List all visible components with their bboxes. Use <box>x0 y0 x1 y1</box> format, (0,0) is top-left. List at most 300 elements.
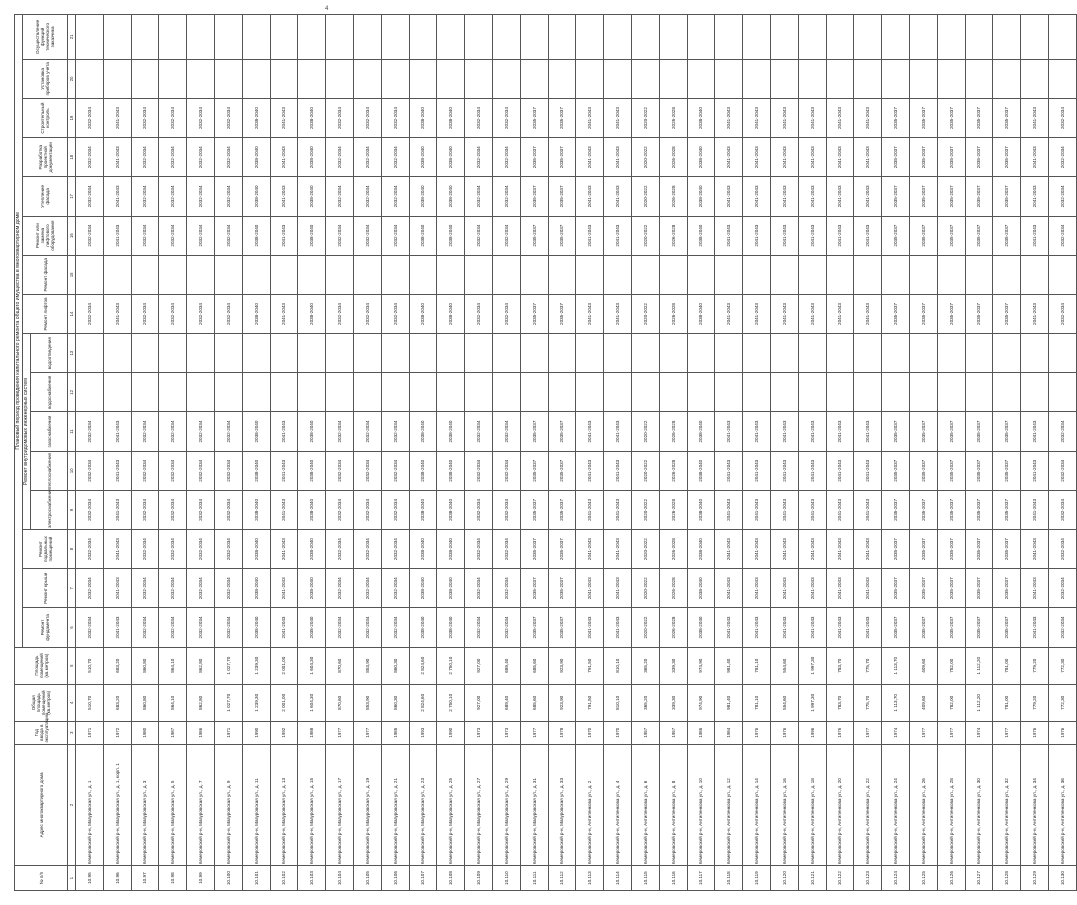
row-period <box>465 15 493 60</box>
header-number: № п/п <box>15 866 68 891</box>
table-row <box>548 15 576 891</box>
row-number: 10.129 <box>1021 866 1049 891</box>
table-row <box>353 15 381 891</box>
row-total-area: 772,30 <box>1048 684 1076 721</box>
row-period <box>798 255 826 294</box>
row-number: 10.102 <box>270 866 298 891</box>
row-period: 2032-2034 <box>353 98 381 137</box>
row-period: 2032-2034 <box>159 294 187 333</box>
row-period: 2041-2043 <box>604 138 632 177</box>
row-address: Кемеровский р-н, Мазуровская ул., д. 23 <box>409 744 437 866</box>
row-period: 2035-2037 <box>937 216 965 255</box>
row-period: 2038-2040 <box>298 177 326 216</box>
row-period: 2041-2043 <box>798 294 826 333</box>
row-period <box>187 59 215 98</box>
row-total-area: 860,30 <box>381 684 409 721</box>
row-year: 1974 <box>965 721 993 744</box>
row-period: 2041-2043 <box>854 138 882 177</box>
row-period: 2032-2034 <box>465 177 493 216</box>
header-technical-customer: Осуществление функций технического заказчика <box>23 15 68 60</box>
row-area: 862,80 <box>187 647 215 684</box>
row-period <box>1048 334 1076 373</box>
row-year: 1977 <box>909 721 937 744</box>
row-period: 2041-2043 <box>798 412 826 451</box>
row-period: 2035-2037 <box>993 177 1021 216</box>
row-number: 10.98 <box>159 866 187 891</box>
row-number: 10.96 <box>103 866 131 891</box>
row-period: 2035-2037 <box>882 608 910 647</box>
row-area: 365,20 <box>631 647 659 684</box>
row-period: 2038-2040 <box>687 490 715 529</box>
row-period: 2032-2034 <box>492 490 520 529</box>
row-total-area: 981,40 <box>715 684 743 721</box>
row-period: 2041-2043 <box>854 608 882 647</box>
row-period <box>743 15 771 60</box>
header-lifts: Ремонт лифтов <box>23 294 68 333</box>
row-period <box>576 373 604 412</box>
row-period <box>631 59 659 98</box>
row-period: 2041-2043 <box>576 216 604 255</box>
row-period <box>576 15 604 60</box>
row-period <box>76 255 104 294</box>
row-period: 2020-2022 <box>631 490 659 529</box>
row-period: 2032-2034 <box>381 177 409 216</box>
row-period: 2038-2040 <box>409 451 437 490</box>
row-period: 2038-2040 <box>409 294 437 333</box>
row-year: 1957 <box>631 721 659 744</box>
row-period <box>214 373 242 412</box>
row-period <box>270 15 298 60</box>
row-area: 510,70 <box>76 647 104 684</box>
row-period <box>826 255 854 294</box>
row-period <box>159 255 187 294</box>
row-period <box>242 334 270 373</box>
row-area: 1 113,70 <box>882 647 910 684</box>
row-period: 2032-2034 <box>159 412 187 451</box>
row-address: Кемеровский р-н, Мазуровская ул., д. 31 <box>520 744 548 866</box>
row-period <box>242 373 270 412</box>
row-period: 2020-2022 <box>631 608 659 647</box>
row-period: 2041-2043 <box>604 569 632 608</box>
row-period: 2041-2043 <box>715 569 743 608</box>
row-period <box>381 373 409 412</box>
table-row <box>743 15 771 891</box>
row-period: 2035-2037 <box>548 451 576 490</box>
row-period: 2038-2040 <box>437 490 465 529</box>
row-period <box>715 255 743 294</box>
row-period <box>103 15 131 60</box>
row-year: 1977 <box>520 721 548 744</box>
row-period: 2032-2034 <box>381 530 409 569</box>
row-period: 2041-2043 <box>103 530 131 569</box>
repair-schedule-table <box>14 14 1077 891</box>
row-period <box>826 373 854 412</box>
row-total-area: 2 824,60 <box>409 684 437 721</box>
row-period: 2032-2034 <box>187 608 215 647</box>
row-period: 2041-2043 <box>826 569 854 608</box>
row-period <box>131 15 159 60</box>
row-period: 2041-2043 <box>743 138 771 177</box>
row-period: 2032-2034 <box>187 569 215 608</box>
row-period <box>298 59 326 98</box>
table-row <box>909 15 937 891</box>
column-number: 5 <box>68 647 76 684</box>
row-period: 2041-2043 <box>1021 138 1049 177</box>
row-period <box>937 255 965 294</box>
header-total-area: Общая площадь помещений (кв.метров) <box>15 684 68 721</box>
row-period: 2041-2043 <box>604 490 632 529</box>
table-row <box>76 15 104 891</box>
row-period: 2041-2043 <box>270 138 298 177</box>
row-period: 2041-2043 <box>715 451 743 490</box>
row-period <box>1048 59 1076 98</box>
row-period <box>993 255 1021 294</box>
row-period: 2038-2040 <box>437 177 465 216</box>
row-period: 2041-2043 <box>715 177 743 216</box>
row-number: 10.120 <box>770 866 798 891</box>
row-address: Кемеровский р-н, Мазуровская ул., д. 5 <box>159 744 187 866</box>
row-period: 2032-2034 <box>214 216 242 255</box>
row-period: 2041-2043 <box>743 451 771 490</box>
row-period <box>576 255 604 294</box>
row-area: 685,60 <box>520 647 548 684</box>
row-period: 2041-2043 <box>576 569 604 608</box>
row-period <box>576 59 604 98</box>
row-period <box>298 373 326 412</box>
row-address: Кемеровский р-н, Мазуровская ул., д. 17 <box>326 744 354 866</box>
row-period: 2041-2043 <box>798 490 826 529</box>
row-period: 2032-2034 <box>131 98 159 137</box>
row-period <box>854 373 882 412</box>
row-period: 2038-2040 <box>687 412 715 451</box>
row-period <box>909 334 937 373</box>
row-period: 2041-2043 <box>770 530 798 569</box>
column-number: 14 <box>68 294 76 333</box>
row-period <box>548 373 576 412</box>
row-period <box>520 334 548 373</box>
column-number: 9 <box>68 490 76 529</box>
header-year: Год ввода в эксплуатацию <box>15 721 68 744</box>
row-period: 2026-2028 <box>659 490 687 529</box>
row-period <box>604 15 632 60</box>
row-period: 2038-2040 <box>687 138 715 177</box>
row-area: 981,40 <box>715 647 743 684</box>
row-number: 10.122 <box>826 866 854 891</box>
row-address: Кемеровский р-н, Мазуровская ул., д. 1 <box>76 744 104 866</box>
row-area: 689,40 <box>492 647 520 684</box>
row-area: 339,30 <box>659 647 687 684</box>
row-period: 2032-2034 <box>1048 608 1076 647</box>
column-number: 8 <box>68 530 76 569</box>
row-year: 1976 <box>1021 721 1049 744</box>
row-number: 10.112 <box>548 866 576 891</box>
row-period <box>937 334 965 373</box>
row-period <box>993 15 1021 60</box>
row-period <box>270 334 298 373</box>
header-area: Площадь помещений (кв.метров) <box>15 647 68 684</box>
row-period: 2035-2037 <box>993 412 1021 451</box>
row-period <box>937 373 965 412</box>
row-period: 2035-2037 <box>965 98 993 137</box>
row-period <box>631 15 659 60</box>
row-period: 2032-2034 <box>326 138 354 177</box>
row-period: 2041-2043 <box>743 216 771 255</box>
row-period: 2032-2034 <box>214 608 242 647</box>
row-number: 10.104 <box>326 866 354 891</box>
row-period: 2026-2028 <box>659 412 687 451</box>
row-period: 2041-2043 <box>1021 608 1049 647</box>
table-row <box>854 15 882 891</box>
row-period: 2041-2043 <box>1021 530 1049 569</box>
row-year: 1976 <box>826 721 854 744</box>
row-year: 1974 <box>882 721 910 744</box>
column-number: 3 <box>68 721 76 744</box>
row-period: 2026-2028 <box>659 569 687 608</box>
row-period <box>465 255 493 294</box>
row-period: 2038-2040 <box>437 216 465 255</box>
row-period: 2041-2043 <box>770 569 798 608</box>
row-period: 2038-2040 <box>298 451 326 490</box>
row-period <box>854 255 882 294</box>
row-period: 2020-2022 <box>631 569 659 608</box>
row-period: 2032-2034 <box>187 177 215 216</box>
header-roof: Ремонт крыши <box>23 569 68 608</box>
row-period: 2038-2040 <box>242 138 270 177</box>
row-period <box>743 334 771 373</box>
row-period: 2041-2043 <box>1021 490 1049 529</box>
row-period: 2041-2043 <box>826 98 854 137</box>
row-period: 2038-2040 <box>409 177 437 216</box>
row-period: 2032-2034 <box>326 490 354 529</box>
row-period <box>965 373 993 412</box>
row-period: 2041-2043 <box>103 451 131 490</box>
row-period: 2035-2037 <box>993 294 1021 333</box>
row-total-area: 860,80 <box>131 684 159 721</box>
row-period: 2038-2040 <box>242 569 270 608</box>
column-number: 16 <box>68 216 76 255</box>
row-period <box>770 15 798 60</box>
row-period: 2038-2040 <box>687 569 715 608</box>
page-marker: 4 <box>325 6 329 12</box>
row-period <box>492 255 520 294</box>
row-period: 2035-2037 <box>520 608 548 647</box>
row-period: 2038-2040 <box>437 608 465 647</box>
row-period: 2035-2037 <box>965 412 993 451</box>
rotated-sheet <box>14 14 1065 891</box>
row-address: Кемеровский р-н, Мазуровская ул., д. 3 <box>131 744 159 866</box>
row-period: 2032-2034 <box>76 569 104 608</box>
row-period: 2032-2034 <box>381 138 409 177</box>
row-period: 2038-2040 <box>242 608 270 647</box>
row-period: 2035-2037 <box>937 138 965 177</box>
row-address: Кемеровский р-н, Антипенкова ул., д. 4 <box>604 744 632 866</box>
row-address: Кемеровский р-н, Антипенкова ул., д. 22 <box>854 744 882 866</box>
row-period <box>159 59 187 98</box>
row-period: 2032-2034 <box>326 177 354 216</box>
row-period <box>242 15 270 60</box>
row-period: 2032-2034 <box>326 412 354 451</box>
column-number: 20 <box>68 59 76 98</box>
row-period: 2041-2043 <box>270 490 298 529</box>
row-period: 2035-2037 <box>520 138 548 177</box>
row-period: 2038-2040 <box>242 412 270 451</box>
column-number: 4 <box>68 684 76 721</box>
row-total-area: 2 750,10 <box>437 684 465 721</box>
row-period <box>326 59 354 98</box>
row-period: 2038-2040 <box>242 294 270 333</box>
row-period <box>492 334 520 373</box>
row-period: 2032-2034 <box>1048 451 1076 490</box>
row-period: 2041-2043 <box>715 294 743 333</box>
row-period: 2038-2040 <box>242 216 270 255</box>
row-period: 2041-2043 <box>1021 569 1049 608</box>
row-period: 2035-2037 <box>882 216 910 255</box>
row-period: 2032-2034 <box>465 412 493 451</box>
row-year: 1976 <box>770 721 798 744</box>
table-row <box>1048 15 1076 891</box>
row-period: 2032-2034 <box>492 569 520 608</box>
row-period: 2038-2040 <box>298 412 326 451</box>
row-total-area: 870,60 <box>326 684 354 721</box>
row-period: 2032-2034 <box>353 451 381 490</box>
table-row <box>437 15 465 891</box>
row-period: 2035-2037 <box>520 569 548 608</box>
row-period <box>492 373 520 412</box>
row-number: 10.119 <box>743 866 771 891</box>
row-total-area: 783,70 <box>826 684 854 721</box>
row-period <box>409 334 437 373</box>
table-row <box>409 15 437 891</box>
row-period: 2038-2040 <box>437 138 465 177</box>
row-period <box>326 373 354 412</box>
row-area: 409,60 <box>909 647 937 684</box>
row-period <box>159 15 187 60</box>
row-period <box>353 373 381 412</box>
row-address: Кемеровский р-н, Мазуровская ул., д. 19 <box>353 744 381 866</box>
row-period: 2032-2034 <box>214 294 242 333</box>
row-period <box>381 334 409 373</box>
row-period: 2032-2034 <box>187 530 215 569</box>
row-period: 2035-2037 <box>520 451 548 490</box>
row-period: 2032-2034 <box>131 216 159 255</box>
row-total-area: 1 239,30 <box>242 684 270 721</box>
row-period: 2041-2043 <box>1021 177 1049 216</box>
row-period <box>214 255 242 294</box>
row-period: 2020-2022 <box>631 412 659 451</box>
table-row <box>131 15 159 891</box>
row-period: 2032-2034 <box>492 530 520 569</box>
row-year: 1990 <box>242 721 270 744</box>
row-year: 1980 <box>131 721 159 744</box>
row-period: 2032-2034 <box>1048 294 1076 333</box>
row-period: 2032-2034 <box>492 412 520 451</box>
row-period <box>437 255 465 294</box>
row-period: 2038-2040 <box>687 216 715 255</box>
row-period: 2032-2034 <box>214 98 242 137</box>
table-row <box>242 15 270 891</box>
row-period: 2032-2034 <box>353 177 381 216</box>
row-year: 1977 <box>326 721 354 744</box>
row-period <box>353 334 381 373</box>
row-period: 2035-2037 <box>882 490 910 529</box>
row-period: 2041-2043 <box>715 138 743 177</box>
row-period: 2026-2028 <box>659 216 687 255</box>
row-address: Кемеровский р-н, Мазуровская ул., д. 9 <box>214 744 242 866</box>
row-period <box>993 59 1021 98</box>
row-total-area: 781,00 <box>993 684 1021 721</box>
row-period: 2032-2034 <box>353 294 381 333</box>
row-period <box>159 373 187 412</box>
row-period: 2035-2037 <box>909 177 937 216</box>
row-period: 2020-2022 <box>631 451 659 490</box>
table-row <box>270 15 298 891</box>
header-gas: газоснабжения <box>31 412 68 451</box>
row-period <box>520 59 548 98</box>
row-period <box>298 15 326 60</box>
row-area: 853,90 <box>353 647 381 684</box>
row-period: 2041-2043 <box>826 294 854 333</box>
row-period: 2032-2034 <box>131 569 159 608</box>
row-period: 2032-2034 <box>159 608 187 647</box>
row-period: 2041-2043 <box>854 216 882 255</box>
row-year: 1992 <box>270 721 298 744</box>
row-year: 1971 <box>76 721 104 744</box>
row-period <box>576 334 604 373</box>
header-facade: Ремонт фасада <box>23 255 68 294</box>
row-period: 2038-2040 <box>298 530 326 569</box>
row-total-area: 923,90 <box>548 684 576 721</box>
row-period: 2032-2034 <box>381 412 409 451</box>
row-period: 2020-2022 <box>631 530 659 569</box>
row-period <box>1048 255 1076 294</box>
row-period <box>882 373 910 412</box>
row-period: 2032-2034 <box>353 608 381 647</box>
row-period: 2026-2028 <box>659 177 687 216</box>
row-total-area: 1 604,30 <box>298 684 326 721</box>
row-address: Кемеровский р-н, Антипенкова ул., д. 2 <box>576 744 604 866</box>
row-period: 2041-2043 <box>854 98 882 137</box>
row-period: 2041-2043 <box>826 216 854 255</box>
row-period: 2032-2034 <box>159 177 187 216</box>
row-period: 2041-2043 <box>270 177 298 216</box>
row-number: 10.118 <box>715 866 743 891</box>
row-period <box>131 59 159 98</box>
row-period: 2035-2037 <box>965 294 993 333</box>
row-period <box>715 59 743 98</box>
row-period <box>687 255 715 294</box>
row-period <box>465 59 493 98</box>
row-period: 2035-2037 <box>520 294 548 333</box>
row-total-area: 554,60 <box>770 684 798 721</box>
row-period: 2041-2043 <box>576 177 604 216</box>
row-period: 2038-2040 <box>298 490 326 529</box>
row-number: 10.115 <box>631 866 659 891</box>
row-period <box>103 255 131 294</box>
row-period: 2041-2043 <box>576 98 604 137</box>
row-number: 10.105 <box>353 866 381 891</box>
column-number: 15 <box>68 255 76 294</box>
row-period <box>854 59 882 98</box>
row-period <box>882 15 910 60</box>
row-number: 10.117 <box>687 866 715 891</box>
row-period <box>798 15 826 60</box>
row-period: 2041-2043 <box>270 530 298 569</box>
row-period: 2041-2043 <box>576 138 604 177</box>
row-period: 2035-2037 <box>520 98 548 137</box>
table-row <box>659 15 687 891</box>
row-number: 10.126 <box>937 866 965 891</box>
column-number: 12 <box>68 373 76 412</box>
